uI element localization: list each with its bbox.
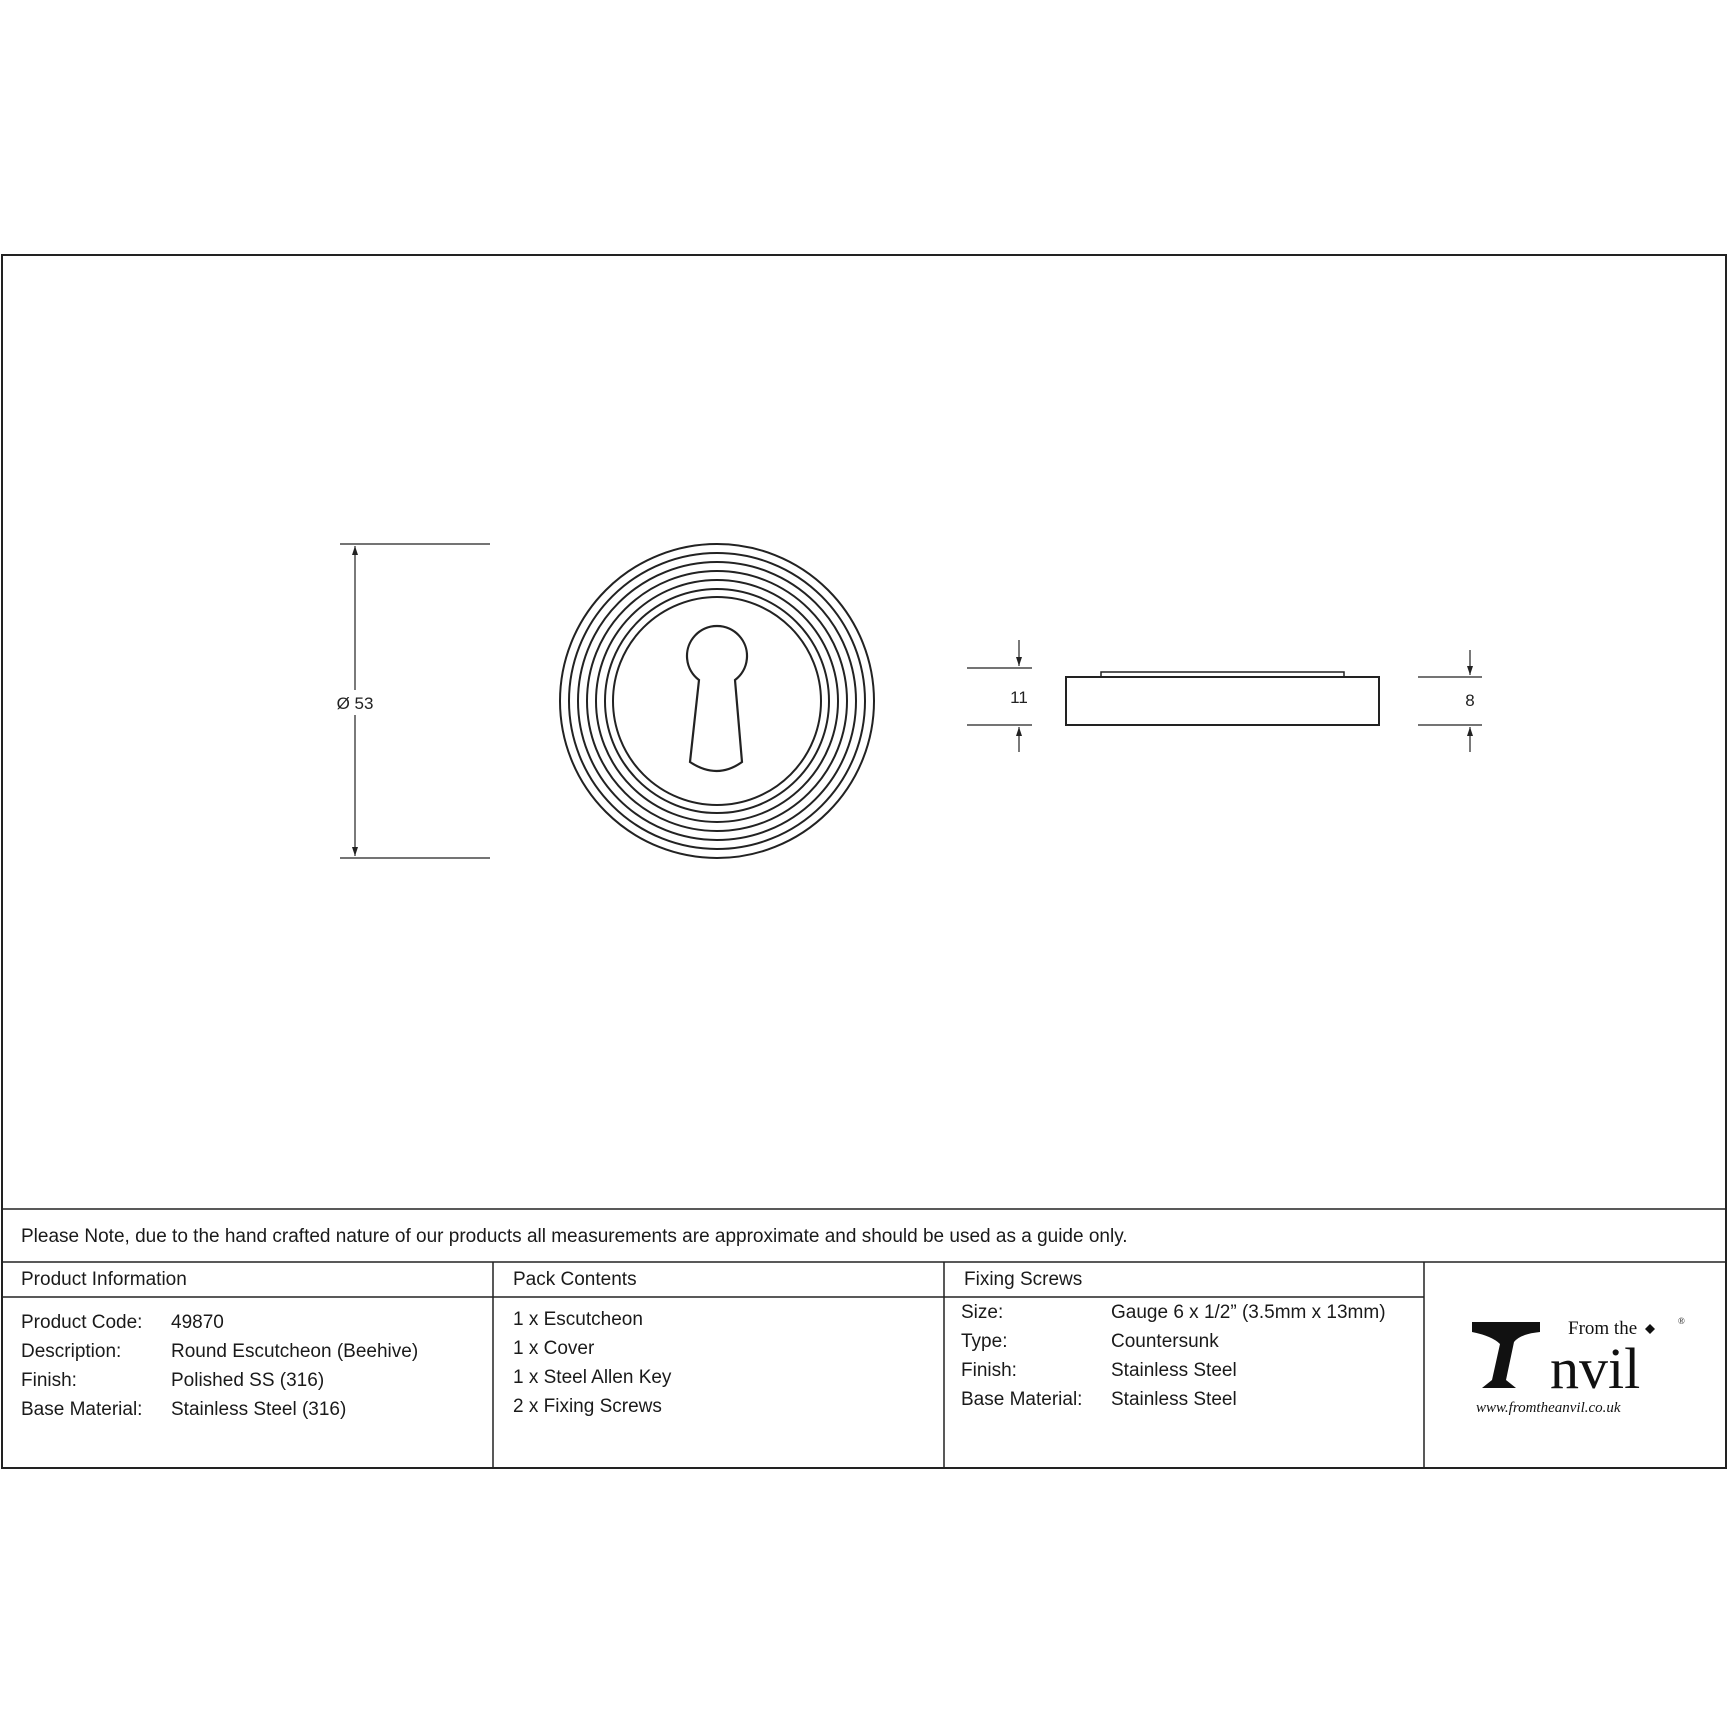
escutcheon-side-view — [1066, 672, 1379, 725]
pack-contents-heading: Pack Contents — [513, 1269, 637, 1290]
logo-main-text: nvil — [1550, 1336, 1641, 1401]
screw-finish-value: Stainless Steel — [1111, 1360, 1237, 1381]
keyhole-outline — [687, 626, 747, 771]
pack-item: 1 x Steel Allen Key — [513, 1367, 672, 1388]
escutcheon-front-view — [560, 544, 874, 858]
product-code-label: Product Code: — [21, 1312, 143, 1333]
measurement-note: Please Note, due to the hand crafted nature of our products all measurements are approximate and should be used as a guide only. — [21, 1226, 1128, 1247]
pack-item: 2 x Fixing Screws — [513, 1396, 662, 1417]
screw-size-value: Gauge 6 x 1/2” (3.5mm x 13mm) — [1111, 1302, 1386, 1323]
logo-url: www.fromtheanvil.co.uk — [1476, 1400, 1621, 1416]
diamond-icon — [1645, 1324, 1655, 1334]
diameter-label: Ø 53 — [336, 694, 374, 713]
info-table-grid — [2, 1209, 1727, 1469]
logo-top-text: From the — [1568, 1318, 1638, 1339]
height-total-label: 11 — [1010, 688, 1028, 707]
description-label: Description: — [21, 1341, 122, 1362]
screw-size-label: Size: — [961, 1302, 1004, 1323]
screw-finish-label: Finish: — [961, 1360, 1017, 1381]
screw-material-value: Stainless Steel — [1111, 1389, 1237, 1410]
fixing-screws-heading: Fixing Screws — [964, 1269, 1083, 1290]
height-base-label: 8 — [1465, 691, 1475, 710]
anvil-icon — [1472, 1322, 1540, 1388]
product-code-value: 49870 — [171, 1312, 224, 1333]
logo-registered: ® — [1678, 1316, 1685, 1326]
pack-item: 1 x Cover — [513, 1338, 595, 1359]
pack-item: 1 x Escutcheon — [513, 1309, 643, 1330]
base-material-label: Base Material: — [21, 1399, 143, 1420]
screw-type-value: Countersunk — [1111, 1331, 1219, 1352]
finish-label: Finish: — [21, 1370, 77, 1391]
finish-value: Polished SS (316) — [171, 1370, 325, 1391]
screw-type-label: Type: — [961, 1331, 1008, 1352]
description-value: Round Escutcheon (Beehive) — [171, 1341, 419, 1362]
screw-material-label: Base Material: — [961, 1389, 1083, 1410]
from-the-anvil-logo — [1470, 1310, 1690, 1420]
base-material-value: Stainless Steel (316) — [171, 1399, 347, 1420]
product-information-heading: Product Information — [21, 1269, 187, 1290]
